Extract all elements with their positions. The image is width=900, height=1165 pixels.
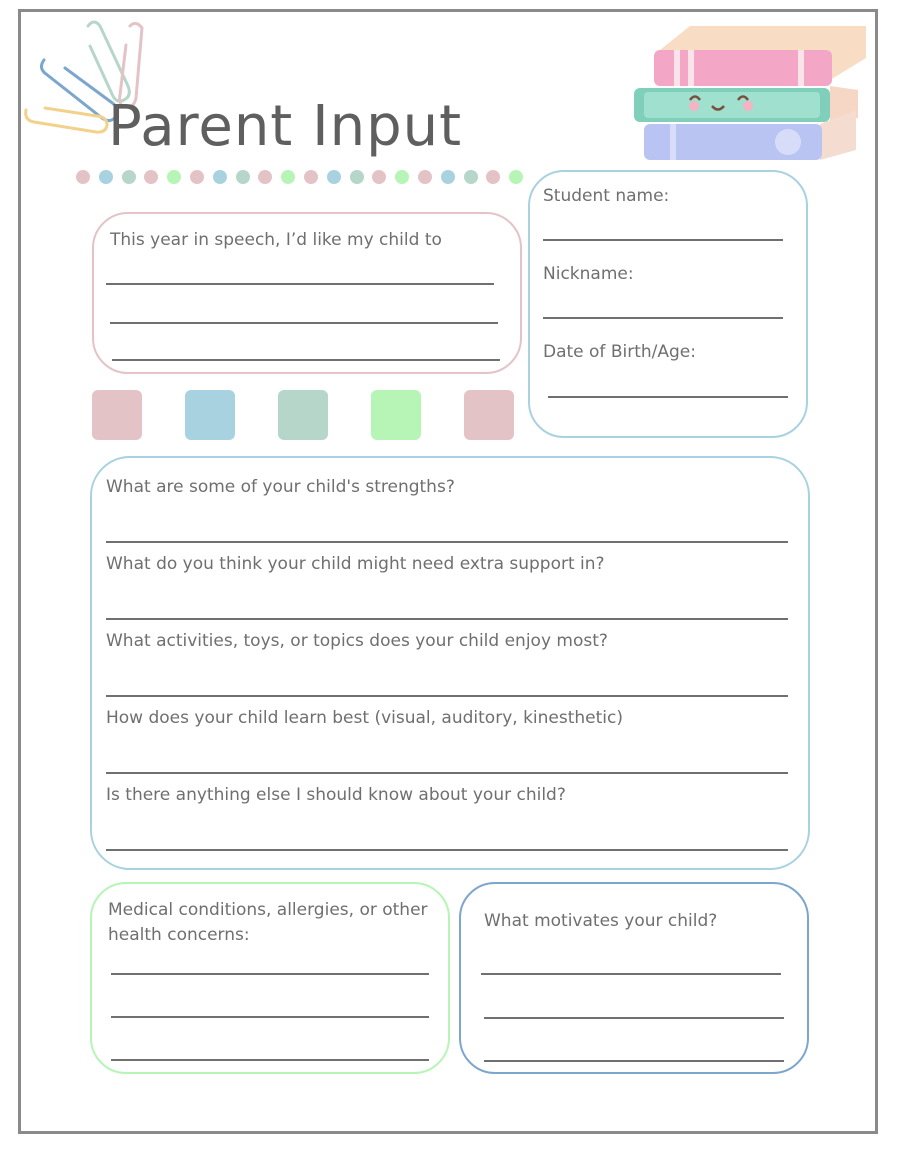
decorative-dot [281, 170, 295, 184]
medical-line-1[interactable] [111, 973, 429, 975]
decorative-dot [213, 170, 227, 184]
decorative-dot [304, 170, 318, 184]
speech-goal-line-2[interactable] [110, 322, 498, 324]
color-swatch [464, 390, 514, 440]
medical-line-3[interactable] [111, 1059, 429, 1061]
decorative-dot [167, 170, 181, 184]
motivation-line-3[interactable] [484, 1060, 784, 1062]
decorative-dot [258, 170, 272, 184]
decorative-dot [99, 170, 113, 184]
dob-label: Date of Birth/Age: [543, 342, 696, 362]
nickname-label: Nickname: [543, 264, 634, 284]
decorative-dot [441, 170, 455, 184]
color-swatch [92, 390, 142, 440]
color-swatch [185, 390, 235, 440]
motivation-label: What motivates your child? [484, 911, 718, 931]
question-label: What activities, toys, or topics does your child enjoy most? [106, 631, 608, 651]
question-label: What do you think your child might need extra support in? [106, 554, 605, 574]
color-swatch [371, 390, 421, 440]
decorative-dot [144, 170, 158, 184]
decorative-dot [464, 170, 478, 184]
decorative-dot [418, 170, 432, 184]
decorative-dot [327, 170, 341, 184]
motivation-line-2[interactable] [484, 1017, 784, 1019]
color-swatch [278, 390, 328, 440]
answer-line[interactable] [106, 849, 788, 851]
decorative-dot [395, 170, 409, 184]
decorative-dot [76, 170, 90, 184]
speech-goal-line-3[interactable] [112, 359, 500, 361]
questions-box [90, 456, 810, 870]
decorative-dot [350, 170, 364, 184]
page-title: Parent Input [108, 94, 463, 159]
decorative-dot [509, 170, 523, 184]
nickname-line[interactable] [543, 317, 783, 319]
answer-line[interactable] [106, 618, 788, 620]
speech-goal-label: This year in speech, I’d like my child to [110, 230, 442, 250]
medical-label-line-1: Medical conditions, allergies, or other [108, 900, 428, 920]
answer-line[interactable] [106, 772, 788, 774]
decorative-dots [76, 170, 523, 184]
medical-label-line-2: health concerns: [108, 925, 250, 945]
medical-line-2[interactable] [111, 1016, 429, 1018]
decorative-dot [236, 170, 250, 184]
student-name-label: Student name: [543, 186, 670, 206]
question-label: How does your child learn best (visual, auditory, kinesthetic) [106, 708, 623, 728]
dob-line[interactable] [548, 396, 788, 398]
motivation-line-1[interactable] [481, 973, 781, 975]
book-stack-icon [630, 20, 870, 165]
answer-line[interactable] [106, 695, 788, 697]
student-name-line[interactable] [543, 239, 783, 241]
decorative-dot [190, 170, 204, 184]
decorative-dot [122, 170, 136, 184]
decorative-dot [372, 170, 386, 184]
speech-goal-line-1[interactable] [106, 283, 494, 285]
question-label: What are some of your child's strengths? [106, 477, 455, 497]
answer-line[interactable] [106, 541, 788, 543]
question-label: Is there anything else I should know about your child? [106, 785, 566, 805]
decorative-dot [486, 170, 500, 184]
